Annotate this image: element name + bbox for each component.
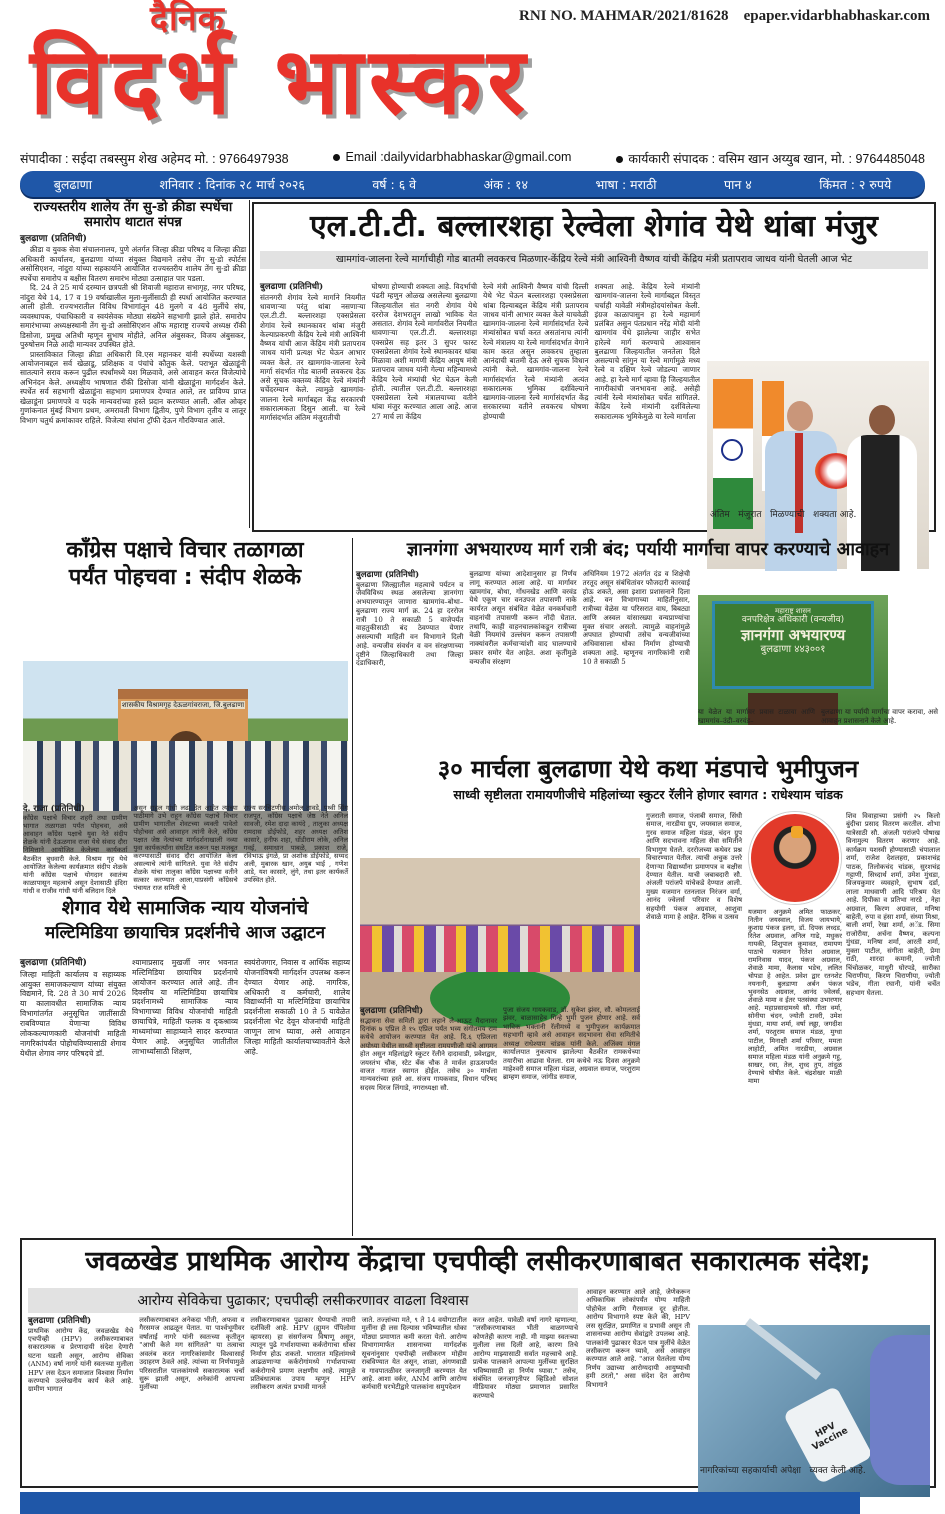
story-congress-headline-2: पर्यंत पोहचवा : संदीप शेळके: [68, 565, 302, 591]
sign-line: वनपरिक्षेत्र अधिकारी (वन्यजीव): [741, 615, 845, 626]
story-exhibition-headline-2: मल्टिमिडिया छायाचित्र प्रदर्शनीचे आज उद्घाटन: [44, 922, 326, 943]
paragraph: क्रीडा व युवक सेवा संचालनालय, पुणे अंतर्गत जिल्हा क्रीडा परिषद व जिल्हा क्रीडा अधिकारी कार्यालय, बुलढाणा यांच्या संयुक्त विद्यमाने तसेच तेंग सु-डो स्पोर्टस असोसिएशन, नांदुरा यांच्या सहकार्याने आयोजित राज्यस्तरीय शालेय तेंग सु-डो क्रीडा स्पर्धेचा समारोप व बक्षीस वितरण समारंभ मोठ्या उत्साहात पार पडला.: [20, 245, 246, 283]
band-issue: अंक : १४: [483, 176, 528, 192]
story-exhibition-headline-1: शेगाव येथे सामाजिक न्याय योजनांचे: [61, 897, 309, 919]
column-divider: [352, 538, 353, 1236]
story-congress-headline-1: काँग्रेस पक्षाचे विचार तळागळा: [66, 538, 304, 563]
dateline: दे. राजा (प्रतिनिधी): [23, 804, 85, 814]
chakra-icon: [721, 439, 743, 461]
story-katha: [356, 756, 940, 1234]
story-sports: [20, 201, 246, 528]
story-hpv-headline: जवळखेड प्राथमिक आरोग्य केंद्राचा एचपीव्ही लसीकरणाबाबत सकारात्मक संदेश;: [85, 1246, 871, 1277]
dateline: बुलढाणा (प्रतिनिधी): [360, 1006, 424, 1016]
article-column: रेल्वे मंत्री आश्विनी वैष्णव यांची दिल्ली येथे भेट घेऊन बल्लारशहा एक्सप्रेसला थांबा दिल्याबद्दल केंद्रिय मंत्री प्रतापराव जाधव यांनी आभार व्यक्त केले याचवेळी खामगांव-जालना रेल्वे मार्गासंदर्भात रेल्वे मंत्र्यांसोबत चर्चा करत असतांनाच त्यांनी रेल्वे मंत्रालय या रेल्वे मार्गासंदर्भात वेगाने काम करत असुन लवकरच तुम्हाला आनंदाची बातमी देऊ असे सुचक विधान त्यांनी केले. खामगांव-जालना रेल्वे मार्गासंदर्भात रेल्वे मंत्र्यांनी अत्यंत सकारात्मक भुमिका दर्शविल्याने खामगांव-जालना रेल्वे मार्गासंदर्भात केंद्र सरकारच्या वतीने लवकरच घोषणा होण्याची: [483, 282, 589, 421]
article-column: शिव विवाहाच्या प्रसंगी २५ किलो बुंदीचा प्रसाद वितरण करतील. शोभा यात्रेसाठी सौ. अंजली परांजपे पोषाख विनामुल्य वितरण करणार आहे. कार्यक्रम यशस्वी होण्यासाठी चंपालाल शर्मा, राजेश देशलहरा, प्रकाशचंद्र पाठक, तिलोकचंद चांडक, सुरशचंद्र गट्टाणी, सिध्दार्थ शर्मा, उमेश मुंधडा, विजयकुमार व्यवहारे, सुभाष दर्डा, लाला माधवाणी आदि परिश्रम घेत आहे. दिपीका व प्रतिभा नारडे , नेहा अग्रवाल, किरण अग्रवाल, मनिषा बाहेती, रुपा व हंसा शर्मा, संध्या मिश्रा, बाली शर्मा, रेखा शर्मा, अॅड. सिमा राजोरीया, अर्चना वैष्णव, कल्पना मुंधडा, मनिषा शर्मा, आरती शर्मा, मुक्ता पाटील, संगीता बाहेती, प्रेमा राठी, शारदा कमानी, ज्योती चिंचोळकर, माधुरी घोरपडे, सारीका चिराणीया, किरण चिराणीया, ज्योती भडेच, गीता रघानी, यांनी चर्चेत सहभाग घेतला.: [846, 812, 940, 997]
story-katha-headline: ३० मार्चला बुलढाणा येथे कथा मंडपाचे भुमीपुजन: [437, 755, 859, 783]
vaccine-vial: HPV Vaccine: [783, 1386, 874, 1485]
sign-board: [712, 601, 874, 689]
sign-line: ज्ञानगंगा अभयारण्य: [740, 625, 846, 644]
article-column: आवाहन करण्यात आले आहे, जेणेकरून अधिकाधिक लोकांपर्यंत योग्य माहिती पोहोचेल आणि गैरसमज दूर होतील. आरोग्य विभागाने स्पष्ट केले की, HPV लस सुरक्षित, प्रमाणित व प्रभावी असून ती शासनाच्या आरोग्य सेवांद्वारे उपलब्ध आहे. पालकांनी पुढाकार घेऊन पात्र मुलींचे वेळेत लसीकरण करून घ्यावे, असे आवाहन करण्यात आले आहे. "आज घेतलेला योग्य निर्णय उद्याच्या आरोग्यदायी आयुष्याची हमी ठरतो," असा संदेश देत आरोग्य विभागाने: [586, 1288, 690, 1389]
article-column: [23, 804, 128, 895]
masthead-daily: दैनिक: [150, 0, 225, 39]
photo-minister-meeting: [707, 361, 929, 569]
article-column: लसीकरणाबाबत अनेकदा भीती, अफवा व गैरसमज आढळून येतात. या पार्श्वभूमीवर वर्षाताई नागरे यांनी स्वतःच्या कृतीतून "आधी केले मग सांगितले" या तत्वाचा अवलंब करत नागरिकांसमोर विश्वासार्ह उदाहरण ठेवले आहे. त्यांच्या या निर्णयामुळे परिसरातील पालकांमध्ये सकारात्मक चर्चा सुरू झाली असून, अनेकांनी आपल्या मुलींच्या: [139, 1316, 245, 1392]
column-text: प्राथमिक आरोग्य केंद्र, जवळखेड येथे एचपीव्ही (HPV) लसीकरणाबाबत सकारात्मक व प्रेरणादायी संदेश देणारी घटना घडली असून, आरोग्य सेविका (ANM) वर्षा नागरे यांनी स्वतःच्या मुलीला HPV लस देऊन समाजात विश्वास निर्माण करण्याचे उल्लेखनीय कार्य केले आहे. ग्रामीण भागात: [28, 1326, 134, 1394]
sign-line: बुलढाणा ४४३००१: [760, 643, 826, 655]
bullet-icon: [616, 156, 623, 163]
article-column: लसीकरणाबाबत पुढाकार घेण्याची तयारी दर्शविली आहे. HPV (ह्यूमन पॅपिलोमा व्हायरस) हा संसर्गजन्य विषाणू असून, त्यातून पुढे गर्भाशयाच्या कर्करोगाचा धोका निर्माण होऊ शकतो. भारतात महिलांमध्ये आढळणाऱ्या कर्करोगांमध्ये गर्भाशयाच्या कर्करोगाचे प्रमाण लक्षणीय आहे. त्यामुळे प्रतिबंधात्मक उपाय म्हणून HPV लसीकरण अत्यंत प्रभावी मानले: [250, 1316, 356, 1392]
photo-sanctuary-sign: [698, 595, 888, 725]
dateline: बुलढाणा (प्रतिनिधी): [260, 282, 324, 292]
story-katha-subheadline: साध्वी सृष्टीलता रामायणीजीचे महिलांच्या स्कुटर रॅलीने होणार स्वागत : राधेश्याम चांडक: [453, 786, 843, 802]
column-text: सद्भावना सेवा समिती द्वारा लहाने ले-आऊट मैदानावर दिनांक ७ एप्रिल ते १५ एप्रिल पर्यंत भव्य संगीतमय राम कथेचे आयोजन करण्यात येत आहे. दि.६ एप्रिलला अयोध्या येथील साध्वी सृष्टीलता रामयणीजी यांचे आगमन होत असुन महिलांद्वारे स्कुटर रॅलीने दादावाडी, प्रवेशद्वार, जयस्तंभ चौक, स्टेट बँक चौक ते मार्वल हाऊसपर्यंत वाजत गाजत स्वागत होईल. तसेच ३० मार्चला मान्यवरांच्या हस्ते आ. संजय गायकवाड, विधान परिषद सदस्य धिरज लिंगाडे, नगराध्यक्षा सौ.: [360, 1016, 497, 1092]
rni-website: [430, 8, 930, 25]
story-exhibition: [20, 898, 350, 1232]
article-column: यजमान अनुक्रमे अमित फाळकर, नितीन जयस्वाल, विजय जायभाये, कुशाग्र पंकज इलग, डॉ. दिपक लध्दड, रितेश अग्रवाल, अनिल गाढे, मधुकर गायकी, शिशुपाल कुमावत, रामायण पाठाचे यजमान रितेश अग्रवाल, रामनिवास यादव, पंकज अग्रवाल, शेवाळे मामा, कैलास भडेच, ललित चोपडा हे आहेत. प्रवेश द्वार रतनशेट नयनानी, बुलडाणा अर्बन पंकज भुवनसेठ अग्रवाल, आनंद ज्वेलर्स, शेवाळे मामा व ईतर पतसंस्था उभारणार आहे. महाप्रसादामध्ये सौ. गीता वर्मा, सोनीया चंदन, ज्योती टावरी, उमेश मुंधडा, माया शर्मा, वर्षा लढ्ढा, जगदीश शर्मा, परशुराम समाज मंडळ, मुग्धा पाटील, मिनाक्षी शर्मा परिवार, ममता लाहोटी, अमित नारडीया, अग्रवाल समाज महिला मंडळ यांनी अनुक्रमे गहु, साखर, रवा, तेल, शुध्द तुप, तांदुळ देण्याचे घोषीत केले. चंद्रशेखर माळी मामा: [748, 908, 842, 1085]
article-column: श्यामाप्रसाद मुखर्जी नगर भवनात मल्टिमिडिया छायाचित्र प्रदर्शनाचे आयोजन करण्यात आले आहे. तीन दिवसीय या मल्टिमिडिया छायाचित्र प्रदर्शनामध्ये सामाजिक न्याय विभागाच्या विविध योजनांची माहिती छायाचित्रे, माहिती फलक व दृकश्राव्य माध्यमांच्या साहाय्याने सादर करण्यात येणार आहे. अनुसूचित जातीतील लाभार्थ्यांसाठी शिक्षण,: [132, 958, 238, 1056]
band-language: भाषा : मराठी: [595, 176, 657, 192]
paragraph: प्रास्ताविकात जिल्हा क्रीडा अधिकारी वि.एस महानकर यांनी स्पर्धेच्या यशस्वी आयोजनाबद्दल सर्व खेळाडू, प्रशिक्षक व पंचांचे कौतुक केले. पराभूत खेळाडूंनी सातत्याने सराव करून पुढील स्पर्धांमध्ये यश मिळवावे, असे आवाहन करत विजेत्यांचे अभिनंदन केले. अध्यक्षीय भाषणात रॉकी डिसोजा यांनी खेळाडूंना मार्गदर्शन केले. स्पर्धेत सर्व सहभागी खेळाडूंना सहभाग प्रमाणपत्र देण्यात आले, तर प्राविण्य प्राप्त खेळाडूंना प्रमाणपत्रे व पदके मान्यवरांच्या हस्ते प्रदान करण्यात आली. ऑल ओव्हर गुणांकनात मुंबई विभाग प्रथम, अमरावती विभाग द्वितीय, पुणे विभाग तृतीय व लातूर विभाग चतुर्थ क्रमांकावर राहिले. विजेत्या संघांना ट्रॉफी देऊन गौरविण्यात आले.: [20, 349, 246, 425]
dateline: बुलढाणा (प्रतिनिधी): [356, 570, 420, 580]
column-divider: [249, 200, 250, 528]
sign-line: महाराष्ट्र शासन: [775, 606, 811, 615]
band-date: शनिवार : दिनांक २८ मार्च २०२६: [159, 176, 305, 192]
article-column: पुजा संजय गायकवाड, डॉ. सुकेश झंवर, सौ. कोमलताई झंवर, बाळासाहेब गिन्हे भुमी पुजन होणार आहे. सर्व भाविक भक्तांनी रॅलीमध्ये व भुमीपुजन कार्यक्रमात सहभागी व्हावे असे आवाहन सदभावना सेवा समितीचे अध्यक्ष राधेश्याम चांडक यांनी केले. अजिंक्य मंगल कार्यालयात नुकत्याच झालेल्या बैठकीत रामकथेच्या तयारीचा आढावा घेतला. राम कथेचे नऊ दिवस अनुक्रमे माहेश्वरी समाज महिला मंडळ, अग्रवाल समाज, परशुराम ब्राम्हण समाज, जांगीड समाज,: [503, 1006, 640, 1082]
band-page: पान ४: [724, 176, 752, 192]
column-text: संतनगरी शेगांव रेल्वे मार्गाने नियमीत धावणाऱ्या परंतु थांबा नसणाऱ्या एल.टी.टी. बल्लारशहा एक्सप्रेसला शेगांव रेल्वे स्थानकावर थांबा मंजुरी केल्याप्रकरणी केंद्रिय रेल्वे मंत्री आश्विनी वैष्णव यांची आज केंद्रिय मंत्री प्रतापराव जाधव यांनी प्रत्यक्ष भेट घेऊन आभार व्यक्त केले. तर खामगांव-जालना रेल्वे मार्गा संदर्भात गोड बातमी लवकरच देऊ असे सुचक वक्तव्य केंद्रिय रेल्वे मंत्र्यांनी चर्चेदरम्यान केले. त्यामुळे खामगांव-जालना रेल्वे मार्गाबद्दल केंद्र सरकारची सकारात्मकता दिसुन आली. या रेल्वे मार्गासंदर्भात अंतिम मंजुरातीची: [260, 292, 366, 423]
person-head: [869, 405, 895, 435]
women-seated: [360, 926, 640, 972]
article-column: करत आहेत. यावेळी वर्षा नागरे म्हणाल्या, "लसीकरणाबाबत भीती बाळगण्याचे कोणतेही कारण नाही. मी माझ्या स्वतःच्या मुलीला लस दिली आहे, कारण तिचे आरोग्य माझ्यासाठी सर्वात महत्त्वाचे आहे. प्रत्येक पालकाने आपल्या मुलींच्या सुरक्षित भविष्यासाठी हा निर्णय घ्यावा." तसेच, संबंधित जनजागृतीपर व्हिडिओ सोशल मीडियावर मोठ्या प्रमाणात प्रसारित करण्याचे: [472, 1316, 579, 1400]
band-price: किंमत : २ रुपये: [819, 176, 892, 192]
band-city: बुलढाणा: [53, 176, 92, 192]
rni-number: RNI NO. MAHMAR/2021/81628: [518, 8, 729, 24]
article-column: बुलढाणा या पर्यायी मार्गाचा वापर करावा, असे आवाहन प्रशासनाने केले आहे.: [821, 708, 938, 725]
bullet-icon: [333, 154, 340, 161]
article-column: [356, 570, 463, 750]
email-info[interactable]: Email :dailyvidarbhabhaskar@gmail.com: [345, 150, 572, 164]
website-link[interactable]: epaper.vidarbhabhaskar.com: [743, 8, 930, 24]
article-column: जाते. तज्ज्ञांच्या मते, ९ ते 14 वयोगटातील मुलींना ही लस दिल्यास भविष्यातील धोका मोठ्या प्रमाणात कमी करता येतो. आरोग्य विभागामार्फत शासनाच्या मार्गदर्शक सूचनांनुसार एचपीव्ही लसीकरण मोहीम राबविण्यात येत असून, शाळा, अंगणवाडी व गावपातळीवर जनजागृती करण्यात येत आहे. आशा वर्कर, ANM आणि आरोग्य कर्मचारी घरभेटीद्वारे पालकांना समुपदेशन: [361, 1316, 467, 1392]
photo-caption: अंतिम मंजुरात मिळण्याची शक्यता आहे.: [710, 510, 857, 520]
column-text: काँग्रेस पक्षाचे विचार शहरी तथा ग्रामीण भागात तळागळा पर्यंत पोहचवा, असे आवाहन काँग्रेस पक्षाचे युवा नेते संदीप शेळके यांनी देऊळगाव राजा येथे संवाद दौरा निमित्ताने आयोजित केलेल्या कार्यकर्ता बैठकीत बुधवारी केले. विश्राम गृह येथे आयोजित केलेल्या कार्यक्रमात संदीप शेळके यांनी काँग्रेस पक्षाचे योगदान स्वातंत्र्य काळापासून महत्वाचे असून देशासाठी इंदिरा गांधी व राजीव गांधी यांनी बलिदान दिले: [23, 814, 128, 895]
photo-caption: नागरिकांच्या सहकार्याची अपेक्षा व्यक्त केली आहे.: [700, 1466, 866, 1476]
article-column: शक्यता आहे. केंद्रिय रेल्वे मंत्र्यांनी खामगांव-जालना रेल्वे मार्गाबद्दल विस्तृत चर्चाही यावेळी मंत्रीमहोदयांसोबत केली. इंग्रज काळापासुन हा रेल्वे महामार्ग प्रलंबित असुन पंतप्रधान नरेंद्र मोदी यांनी खामगांव येथे झालेल्या जाहीर सभेत हारेल्वे मार्ग करण्याचे आश्वासन बुलढाणा जिल्हयातील जनतेला दिले असल्याचे सांगुन या रेल्वे मार्गामुळे मध्य रेल्वे व दक्षिण रेल्वे जोडल्या जाणार आहे. हा रेल्वे मार्ग व्हावा हि जिल्हयातील नागरीकांची जनभावना आहे. असेही त्यांनी रेल्वे मंत्र्यांसोबत चर्चेत सांगितले. केंद्रिय रेल्वे मंत्र्यांनी दर्शविलेल्या सकारात्मक भुमिकेमुळे या रेल्वे मार्गाला: [594, 282, 700, 421]
person-head: [787, 401, 813, 431]
column-text: बुलढाणा जिल्ह्यातील महत्वाचे पर्यटन व जैवविविध्य स्थळ असलेल्या ज्ञानगंगा अभयारण्यातून जाणारा खामगांव–बोथा–बुलढाणा राज्य मार्ग क्र. 24 हा दररोज रात्री 10 ते सकाळी 5 वाजेपर्यंत वाहतुकीसाठी बंद ठेवण्यात येणार असल्याची माहिती वन विभागाने दिली आहे. वन्यजीव संवर्धन व वन संरक्षणाच्या दृष्टीने जिल्हाधिकारी तथा जिल्हा दंडाधिकारी,: [356, 580, 464, 668]
story-sports-headline: राज्यस्तरीय शालेय तेंग सु-डो क्रीडा स्पर्धेचा समारोप थाटात संपन्न: [33, 200, 233, 230]
article-column: असून राहुल गांधी लढा देत आहेत त्यांच्या पाठीमागे उभे राहून काँग्रेस पक्षाचे विचार ग्रामीण भागातील शेवटच्या व्यक्ती पावेतो पोहोचवा असे आवाहन त्यांनी केले, काँग्रेस पक्षात जेष्ठ नेत्यांच्या मार्गदर्शनाखाली नव्या युवा कार्यकर्त्यांना संघटित करून पक्ष मजबूत करण्यासाठी संवाद दौरा आयोजित केला असल्याचे त्यांनी सांगितले. युवा नेते संदीप शेळके यांचा तालुका काँग्रेस पक्षाच्या वतीने सत्कार करण्यात आला,याप्रसंगी काँग्रेसचे पंचायत राज समिती चे: [133, 804, 238, 893]
story-sanctuary-headline: ज्ञानगंगा अभयारण्य मार्ग रात्री बंद; पर्यायी मार्गाचा वापर करण्याचे आवाहन: [406, 539, 890, 560]
story-railway-subheadline: खामगांव-जालना रेल्वे मार्गाचीही गोड बातमी लवकरच मिळणार-केंद्रिय रेल्वे मंत्री आश्विनी वैष्णव यांची केंद्रिय मंत्री प्रतापराव जाधव यांनी घेतली आज भेट: [260, 251, 928, 269]
article-column: बुलढाणा यांच्या आदेशानुसार हा निर्णय लागू करण्यात आला आहे. या मार्गावर खामगांव, बोथा, गोंधनखेड आणि वरवंड येथे एकूण चार वनउपज तपासणी नाके कार्यरत असून संबंधित वेळेत वनकर्मचारी वाहनांची तपासणी करून नोंदी घेतात. तथापि, काही वाहनचालकांकडून रात्रीच्या वेळी नियमांचे उल्लंघन करून तपासणी नाक्यांवरील कर्मचाऱ्यांशी वाद घालण्याचे प्रकार समोर येत आहेत. अशा कृतींमुळे वन्यजीव संरक्षण: [469, 570, 577, 666]
story-hpv: [20, 1238, 936, 1488]
dateline: बुलढाणा (प्रतिनिधी): [20, 233, 87, 244]
article-column: या वेळेत या मार्गावर प्रवास टाळावा आणि खामगांव–उंद्री–वरवंड–: [698, 708, 815, 725]
article-column: [260, 282, 366, 528]
syringe: [745, 1318, 821, 1380]
story-railway: [252, 202, 936, 532]
article-column: [20, 958, 126, 1230]
column-text: जिल्हा माहिती कार्यालय व सहाय्यक आयुक्त समाजकल्याण यांच्या संयुक्त विद्यमाने, दि. 28 ते 30 मार्च 2026 या कालावधीत सामाजिक न्याय विभागांतर्गत अनुसूचित जातींसाठी राबविण्यात येणाऱ्या विविध लोककल्याणकारी योजनांची माहिती नागरिकांपर्यंत पोहोचविण्यासाठी शेगाव येथील शेगाव नगर परिषदचे डॉ.: [20, 969, 126, 1058]
article-column: अधिनियम 1972 अंतर्गत दंड व शिक्षेची तरतूद असून संबंधितांवर फौजदारी कारवाई होऊ शकते, असा इशारा प्रशासनाने दिला आहे. वन विभागाच्या माहितीनुसार, रात्रीच्या वेळेस या परिसरात वाघ, बिबट्या आणि अस्वल यांसारख्या वन्यप्राण्यांचा मुक्त संचार असतो. त्यामुळे वाहनांमुळे अपघात होण्याची तसेच वन्यजीवांच्या अधिवासाला धोका निर्माण होण्याची शक्यता आहे. म्हणूनच नागरिकांनी रात्री 10 ते सकाळी 5: [582, 570, 690, 666]
article-column: [28, 1316, 133, 1484]
masthead-title: विदर्भ भास्कर: [30, 28, 532, 135]
story-hpv-subheadline: आरोग्य सेविकेचा पुढाकार; एचपीव्ही लसीकरणावर वाढला विश्वास: [28, 1288, 578, 1313]
article-column: राज्य सरचिटणीस अमोल तावडे, पृथ्वी सिंग राजपूत, काँग्रेस पक्षाचे जेष्ठ नेते अनिल सावजी, रमेश दादा कायंदे , तालुका अध्यक्ष रामदास डोईफोडे, शहर अध्यक्ष अतिश कासारे, हनीफ शहा, धोंडीराम लोके, अनिल गवई, समाधान पाबळे, प्रकाश राजे, रविभाऊ इंगळे, प्रा अशोक डोईफोडे, सय्यद अली, मुबारक खान, अयुब भाई , गणेश आडे, यश कासारे, लुंगे, तथा इतर कार्यकर्ते उपस्थित होते.: [243, 804, 348, 885]
exec-editor-info: कार्यकारी संपादक : वसिम खान अय्युब खान, मो. : 9764485048: [628, 152, 925, 166]
contact-line: [20, 150, 925, 167]
footer-band: [20, 1492, 860, 1514]
paragraph: दि. 24 ते 25 मार्च दरम्यान छत्रपती श्री शिवाजी महाराज सभागृह, नगर परिषद, नांदुरा येथे 14, 17 व 19 वर्षाखालील मुला-मुलींसाठी ही स्पर्धा आयोजित करण्यात आली होती. राज्यभरातील विविध विभागांतून 48 मुलगे व 48 मुलींचे संघ, व्यवस्थापक, पंचाधिकारी व स्वयंसेवक मोठ्या संख्येने सहभागी झाले होते. समारोप समारंभाच्या अध्यक्षस्थानी तेंग सु-डो असोसिएशन ऑफ महाराष्ट्र राज्यचे अध्यक्ष रॉकी डिसोजा, प्रमुख अतिथी म्हणून सुभाष मोहीते, अनिल अंबुसकर, विजय अंबुसकर, पुरुषोत्तम निळे आदी मान्यवर उपस्थित होते.: [20, 283, 246, 350]
tilak-mark: [791, 826, 803, 838]
group-of-people: [23, 741, 348, 811]
info-band: [20, 171, 925, 197]
dateline: बुलढाणा (प्रतिनिधी): [28, 1316, 92, 1326]
gloved-hand: [870, 1335, 930, 1485]
article-column: घोषणा होण्याची शक्यता आहे. विदर्भाची पंढरी म्हणुन ओळख असलेल्या बुलढाणा जिल्हयातील संत नगरी शेगांव येथे दररोज देशभरातुन लाखो भाविक येत असतात. शेगांव रेल्वे मार्गावरील नियमीत धावणाऱ्या एल.टी.टी. बल्लारशहा एक्सप्रेस सह इतर 3 सुपर फास्ट एक्सप्रेसला शेगांव रेल्वे स्थानकावर थांबा मिळावा अशी मागणी केंद्रिय आयुष मंत्री प्रतापराव जाधव यांनी गेल्या महिन्यामध्ये केंद्रिय रेल्वे मंत्र्यांची भेट घेऊन केली होती. त्यातील एल.टी.टी. बल्लारशहा एक्सप्रेसला रेल्वे मंत्रालयाच्या वतीने थांबा मंजुर करण्यात आला आहे. आज 27 मार्च ला केंद्रिय: [371, 282, 477, 421]
article-column: गुजराती समाज, पंजाबी समाज, सिंधी समाज, नारडीया ग्रुप, जयस्वाल समाज, गुरव समाज महिला मंडळ, चंदन ग्रुप आणि सदभावना महिला सेवा समितीने विभागुण घेतले. दररोजच्या कथेवर प्रश्न विचारण्यात येतील. त्याची अचुक उत्तरे देणाऱ्या विद्यार्थ्यांना प्रमाणपत्र व बक्षीस देण्यात येतील. याची जबाबदारी सौ. अंजली परांजपे यांचेकडे देण्यात आली. मुख्य यजमान रतनलाल निरंजन वर्मा, आनंद ज्वेलर्स परिवार व विशेष सहयोगी पंकज अग्रवाल, आशुवा शेवाळे मामा हे आहेत. दैनिक व उत्सव: [646, 812, 742, 922]
building-sign: शासकीय विश्रामगृह देऊळगांवराजा, जि.बुलढाणा: [121, 700, 245, 709]
story-sanctuary: [356, 540, 940, 752]
band-year: वर्ष : ६ वे: [372, 176, 417, 192]
story-congress: [20, 538, 350, 895]
story-railway-headline: एल.टी.टी. बल्लारशहा रेल्वेला शेगांव येथे थांबा मंजुर: [310, 209, 878, 244]
editor-info: संपादीका : सईदा तबस्सुम शेख अहेमद मो. : 9766497938: [20, 152, 289, 166]
sadhvi-portrait: [749, 812, 841, 904]
article-column: [360, 1006, 497, 1232]
article-column: स्वयंरोजगार, निवास व आर्थिक सहाय्य योजनांविषयी मार्गदर्शन उपलब्ध करून देण्यात येणार आहे. नागरिक, अधिकारी व कर्मचारी, शालेय विद्यार्थ्यांनी या मल्टिमिडिया छायाचित्र प्रदर्शनीला सकाळी 10 ते 5 यावेळेत प्रदर्शनीला भेट देवून योजनांची माहिती जाणून लाभ घ्यावा, असे आवाहन जिल्हा माहिती कार्यालयाच्यावतीने केले आहे.: [244, 958, 350, 1056]
dateline: बुलढाणा (प्रतिनिधी): [20, 958, 87, 968]
